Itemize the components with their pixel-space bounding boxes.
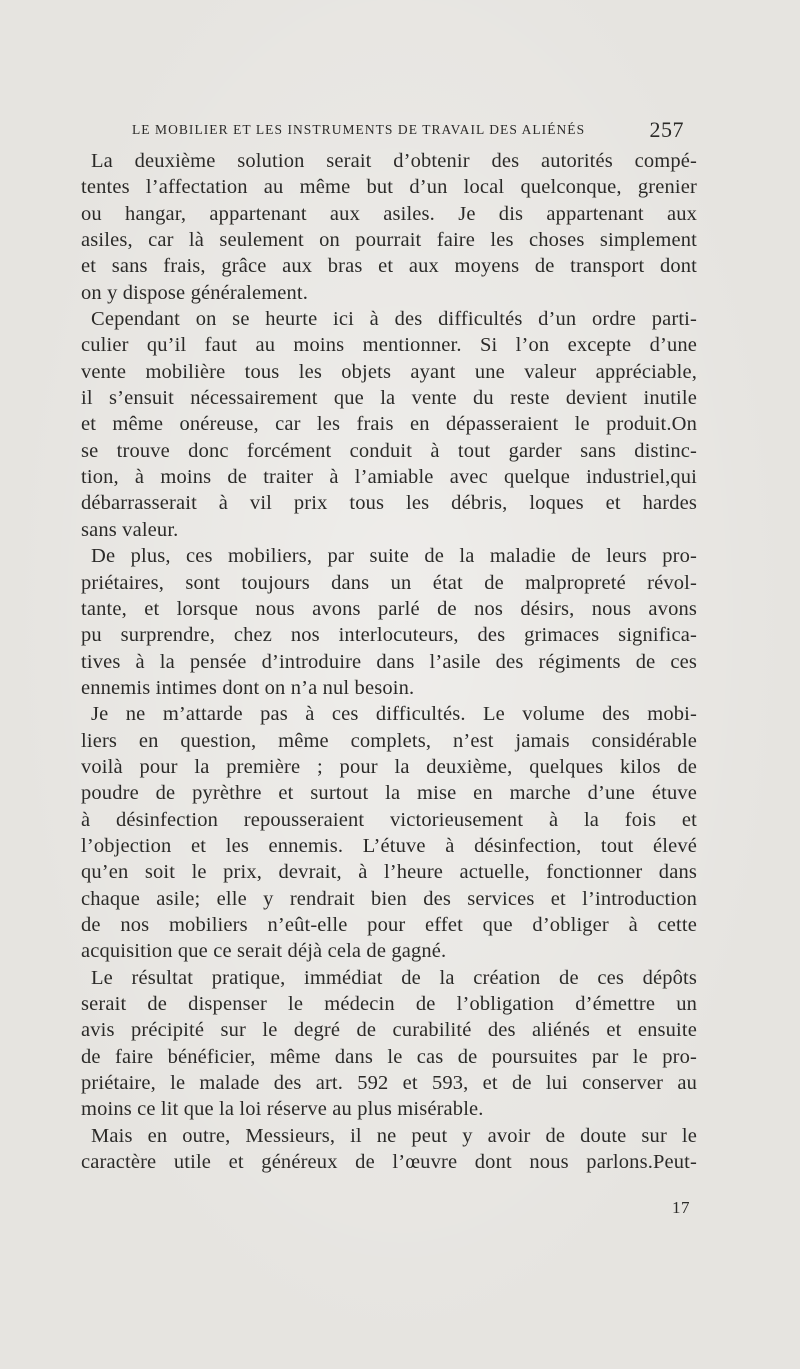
text-line: liers en question, même complets, n’est jamais considérable (81, 729, 697, 752)
text-line: on y dispose généralement. (81, 281, 309, 304)
text-line: qu’en soit le prix, devrait, à l’heure actuelle, fonctionner dans (81, 861, 697, 884)
text-line: moins ce lit que la loi réserve au plus misérable. (81, 1098, 484, 1121)
text-line: de faire bénéficier, même dans le cas de poursuites par le pro- (81, 1045, 697, 1068)
text-line: caractère utile et généreux de l’œuvre dont nous parlons.Peut- (81, 1151, 697, 1174)
running-title: LE MOBILIER ET LES INSTRUMENTS DE TRAVAIL DES ALIÉNÉS (132, 122, 586, 137)
text-line: acquisition que ce serait déjà cela de gagné. (81, 940, 447, 963)
text-line: et sans frais, grâce aux bras et aux moyens de transport dont (81, 255, 697, 278)
text-line: se trouve donc forcément conduit à tout garder sans distinc- (81, 439, 697, 462)
text-line: asiles, car là seulement on pourrait faire les choses simplement (81, 229, 697, 252)
paragraph (81, 148, 697, 306)
text-line: poudre de pyrèthre et surtout la mise en marche d’une étuve (81, 782, 697, 805)
text-line: de nos mobiliers n’eût-elle pour effet que d’obliger à cette (81, 913, 697, 936)
text-line: De plus, ces mobiliers, par suite de la maladie de leurs pro- (91, 545, 697, 568)
text-line: vente mobilière tous les objets ayant une valeur appréciable, (81, 360, 697, 383)
paragraph (81, 306, 697, 543)
text-line: Je ne m’attarde pas à ces difficultés. Le volume des mobi- (91, 703, 697, 726)
text-line: pu surprendre, chez nos interlocuteurs, des grimaces significa- (81, 624, 697, 647)
text-line: et même onéreuse, car les frais en dépasseraient le produit.On (81, 413, 697, 436)
body-text (81, 148, 697, 1175)
paragraph (81, 1123, 697, 1176)
text-line: ennemis intimes dont on n’a nul besoin. (81, 676, 415, 699)
text-line: Mais en outre, Messieurs, il ne peut y avoir de doute sur le (91, 1124, 697, 1147)
signature-mark: 17 (672, 1198, 690, 1217)
text-line: avis précipité sur le degré de curabilité des aliénés et ensuite (81, 1019, 697, 1042)
text-line: serait de dispenser le médecin de l’obligation d’émettre un (81, 993, 697, 1015)
text-line: tante, et lorsque nous avons parlé de nos désirs, nous avons (81, 597, 697, 620)
text-line: sans valeur. (81, 518, 179, 541)
text-line: il s’ensuit nécessairement que la vente du reste devient inutile (81, 387, 697, 410)
text-line: priétaires, sont toujours dans un état de malpropreté révol- (81, 571, 697, 594)
text-line: chaque asile; elle y rendrait bien des services et l’introduction (81, 887, 697, 910)
page-number: 257 (649, 117, 684, 142)
text-line: La deuxième solution serait d’obtenir des autorités compé- (91, 150, 697, 172)
text-line: débarrasserait à vil prix tous les débris, loques et hardes (81, 492, 697, 515)
text-line: culier qu’il faut au moins mentionner. Si l’on excepte d’une (81, 334, 697, 357)
text-line: l’objection et les ennemis. L’étuve à désinfection, tout élevé (81, 834, 697, 857)
text-line: Le résultat pratique, immédiat de la création de ces dépôts (91, 966, 697, 989)
paragraph (81, 965, 697, 1123)
paragraph (81, 543, 697, 701)
text-line: tion, à moins de traiter à l’amiable avec quelque industriel,qui (81, 466, 697, 489)
text-line: ou hangar, appartenant aux asiles. Je dis appartenant aux (81, 202, 697, 225)
text-line: voilà pour la première ; pour la deuxième, quelques kilos de (81, 755, 697, 778)
text-line: à désinfection repousseraient victorieusement à la fois et (81, 808, 697, 831)
text-line: tentes l’affectation au même but d’un local quelconque, grenier (81, 176, 697, 199)
text-line: tives à la pensée d’introduire dans l’asile des régiments de ces (81, 650, 697, 673)
running-head (132, 118, 684, 142)
paragraph (81, 701, 697, 964)
text-line: Cependant on se heurte ici à des difficultés d’un ordre parti- (91, 308, 697, 331)
text-line: priétaire, le malade des art. 592 et 593, et de lui conserver au (81, 1072, 697, 1095)
